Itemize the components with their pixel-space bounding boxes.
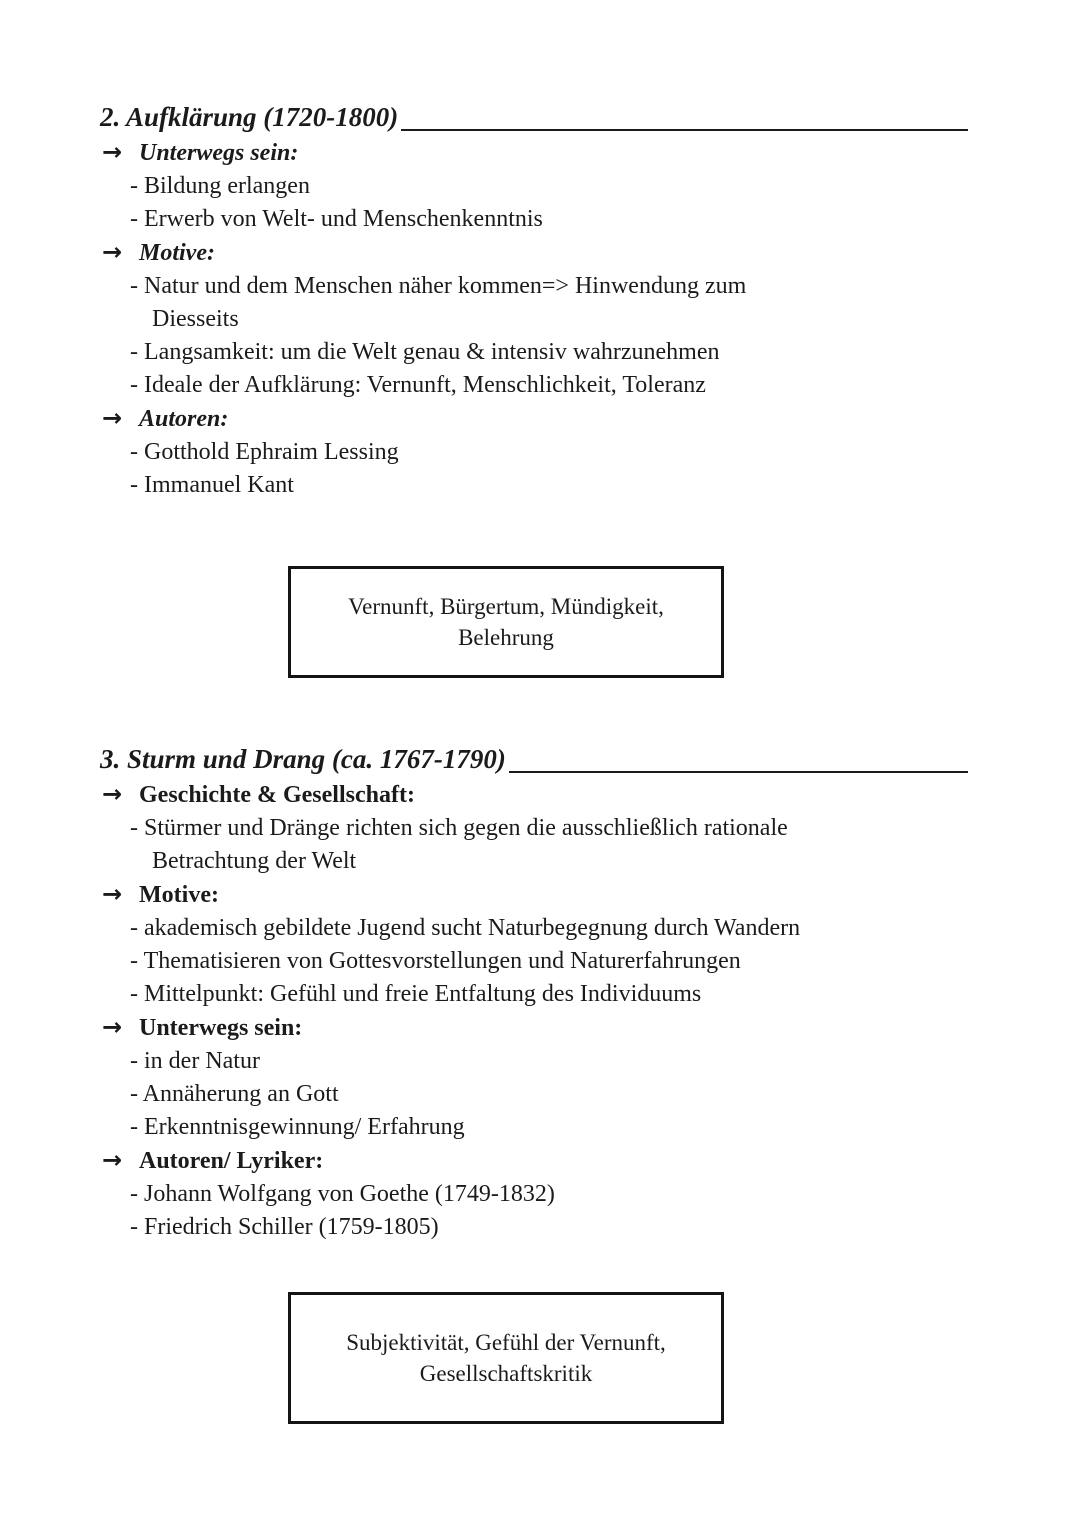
bullet-line: - Immanuel Kant	[130, 469, 968, 502]
topic-label: Motive:	[139, 882, 219, 908]
topic-label: Unterwegs sein:	[139, 140, 299, 166]
topic-label: Unterwegs sein:	[139, 1015, 303, 1041]
bullet-line: - Erkenntnisgewinnung/ Erfahrung	[130, 1111, 968, 1144]
bullet-line: - akademisch gebildete Jugend sucht Naturbegegnung durch Wandern	[130, 912, 968, 945]
topic-row	[100, 402, 968, 436]
section-heading-text: 3. Sturm und Drang (ca. 1767-1790)	[100, 744, 506, 774]
topic-label: Autoren:	[139, 406, 229, 432]
bullet-line: - in der Natur	[130, 1045, 968, 1078]
section-heading	[100, 740, 968, 778]
topic-row	[100, 236, 968, 270]
bullet-line: - Bildung erlangen	[130, 170, 968, 203]
topic-row	[100, 1144, 968, 1178]
heading-underline	[509, 771, 968, 773]
bullet-line: - Stürmer und Dränge richten sich gegen die ausschließlich rationale	[130, 812, 968, 845]
right-arrow-icon	[102, 878, 139, 911]
right-arrow-icon	[102, 402, 139, 435]
section-sturm-und-drang	[100, 740, 968, 1424]
section-heading	[100, 98, 968, 136]
section-heading-text: 2. Aufklärung (1720-1800)	[100, 102, 399, 132]
bullet-line: - Natur und dem Menschen näher kommen=> Hinwendung zum	[130, 270, 968, 303]
topic-row	[100, 136, 968, 170]
heading-underline	[401, 129, 968, 131]
topic-label: Motive:	[139, 240, 215, 266]
continuation-line: Diesseits	[152, 306, 239, 332]
bullet-line: - Erwerb von Welt- und Menschenkenntnis	[130, 203, 968, 236]
right-arrow-icon	[102, 1144, 139, 1177]
right-arrow-icon	[102, 1011, 139, 1044]
keyword-box	[288, 566, 724, 678]
bullet-line: - Langsamkeit: um die Welt genau & intensiv wahrzunehmen	[130, 336, 968, 369]
bullet-line: - Ideale der Aufklärung: Vernunft, Menschlichkeit, Toleranz	[130, 369, 968, 402]
right-arrow-icon	[102, 236, 139, 269]
topic-label: Geschichte & Gesellschaft:	[139, 782, 415, 808]
keyword-box-text: Subjektivität, Gefühl der Vernunft, Gesellschaftskritik	[346, 1330, 666, 1386]
topic-row	[100, 778, 968, 812]
bullet-line: - Friedrich Schiller (1759-1805)	[130, 1211, 968, 1244]
right-arrow-icon	[102, 136, 139, 169]
topic-label: Autoren/ Lyriker:	[139, 1148, 324, 1174]
keyword-box	[288, 1292, 724, 1424]
bullet-line: - Johann Wolfgang von Goethe (1749-1832)	[130, 1178, 968, 1211]
keyword-box-text: Vernunft, Bürgertum, Mündigkeit, Belehrung	[348, 594, 664, 650]
topic-row	[100, 1011, 968, 1045]
bullet-line: - Mittelpunkt: Gefühl und freie Entfaltung des Individuums	[130, 978, 968, 1011]
section-aufklaerung	[100, 98, 968, 678]
bullet-line: - Thematisieren von Gottesvorstellungen und Naturerfahrungen	[130, 945, 968, 978]
right-arrow-icon	[102, 778, 139, 811]
bullet-line: - Gotthold Ephraim Lessing	[130, 436, 968, 469]
topic-row	[100, 878, 968, 912]
bullet-line: - Annäherung an Gott	[130, 1078, 968, 1111]
continuation-line: Betrachtung der Welt	[152, 848, 357, 874]
